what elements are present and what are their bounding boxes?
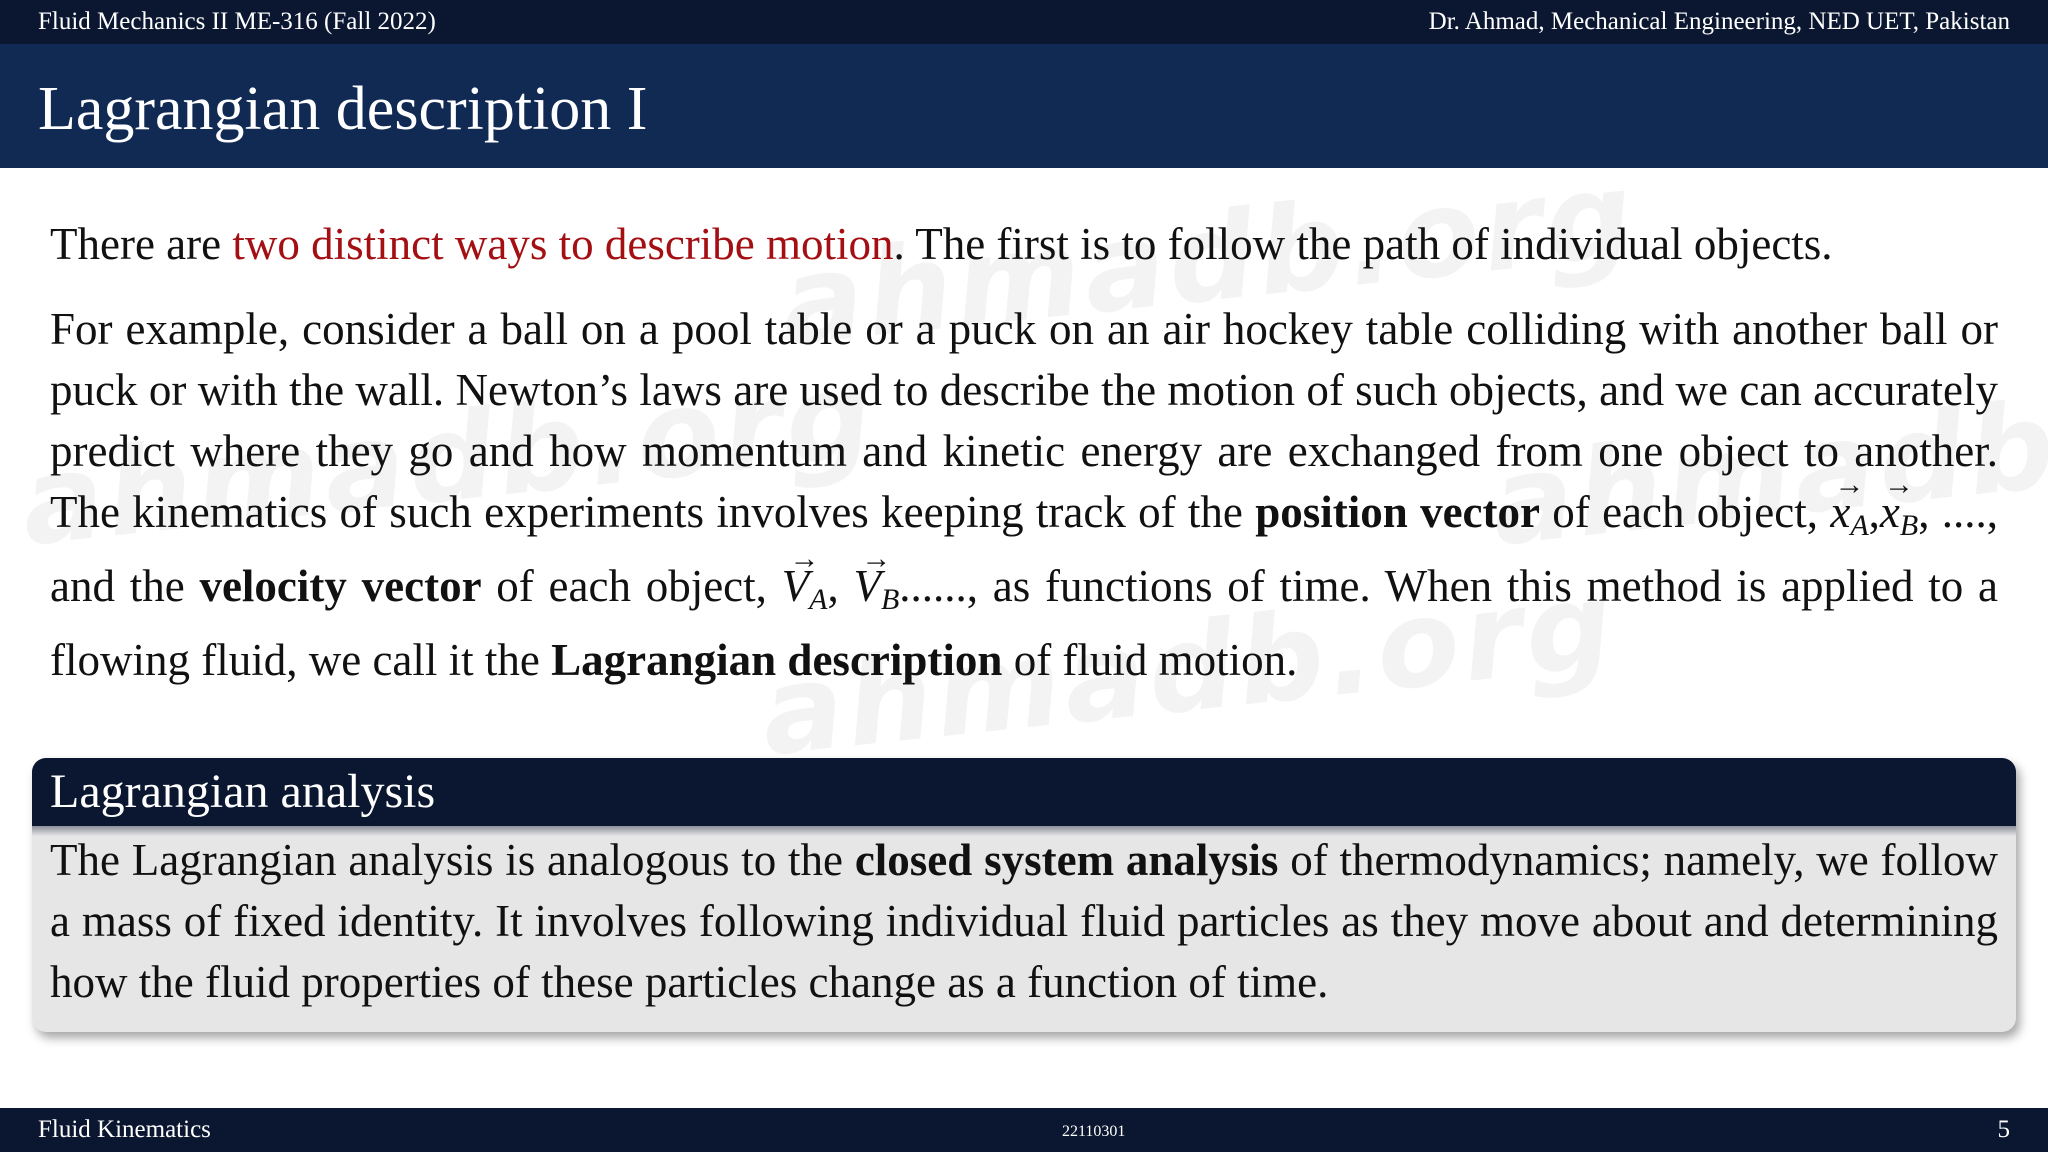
intro-paragraph: There are two distinct ways to describe motion. The first is to follow the path of individual objects. [50, 219, 1833, 269]
page-number: 5 [1997, 1116, 2010, 1143]
vector-arrow-icon: → [1834, 468, 1865, 501]
slide-code: 22110301 [1062, 1123, 1126, 1140]
footer-bar [0, 1108, 2048, 1152]
title-bar [0, 44, 2048, 168]
vector-v-b: → $V_B$ [853, 542, 900, 616]
block-body: The Lagrangian analysis is analogous to the closed system analysis of thermodynamics; namely, we follow a mass of fixed identity. It involves following individual fluid particles as they move about and determining how the fluid properties of these particles change as a function of time. [50, 835, 1998, 1007]
example-paragraph: For example, consider a ball on a pool table or a puck on an air hockey table colliding with another ball or puck or with the wall. Newton’s laws are used to describe the motion of such objects, and we can accurately predict where they go and how momentum and kinetic energy are exchanged from one object to another. The kinematics of such experiments involves keeping track of the position vector of each object, → $x_A$, → $x_B$, ...., and the velocity vector of each object, → $V_A$, → $V_B$......, as functions of time. When this method is applied to a flowing fluid, we call it the Lagrangian description of fluid motion. [50, 304, 1999, 685]
vector-x-b: → $x_B$ [1879, 468, 1919, 542]
header-bar [0, 0, 2048, 44]
author-info: Dr. Ahmad, Mechanical Engineering, NED UET, Pakistan [1428, 8, 2010, 35]
block-title: Lagrangian analysis [32, 758, 2016, 826]
term-position-vector: position vector [1255, 487, 1540, 537]
section-name: Fluid Kinematics [38, 1116, 211, 1143]
vector-x-a: → $x_A$ [1830, 468, 1869, 542]
lagrangian-analysis-block [32, 758, 2016, 1032]
slide-title: Lagrangian description I [38, 75, 648, 143]
term-lagrangian-description: Lagrangian description [551, 635, 1003, 685]
course-title: Fluid Mechanics II ME-316 (Fall 2022) [38, 8, 436, 35]
term-velocity-vector: velocity vector [199, 561, 482, 611]
vector-arrow-icon: → [1884, 468, 1915, 501]
highlight-text: two distinct ways to describe motion [232, 219, 894, 269]
term-closed-system-analysis: closed system analysis [854, 835, 1279, 885]
slide-content [50, 214, 1998, 715]
vector-arrow-icon: → [789, 542, 820, 575]
vector-arrow-icon: → [861, 542, 892, 575]
vector-v-a: → $V_A$ [781, 542, 828, 616]
